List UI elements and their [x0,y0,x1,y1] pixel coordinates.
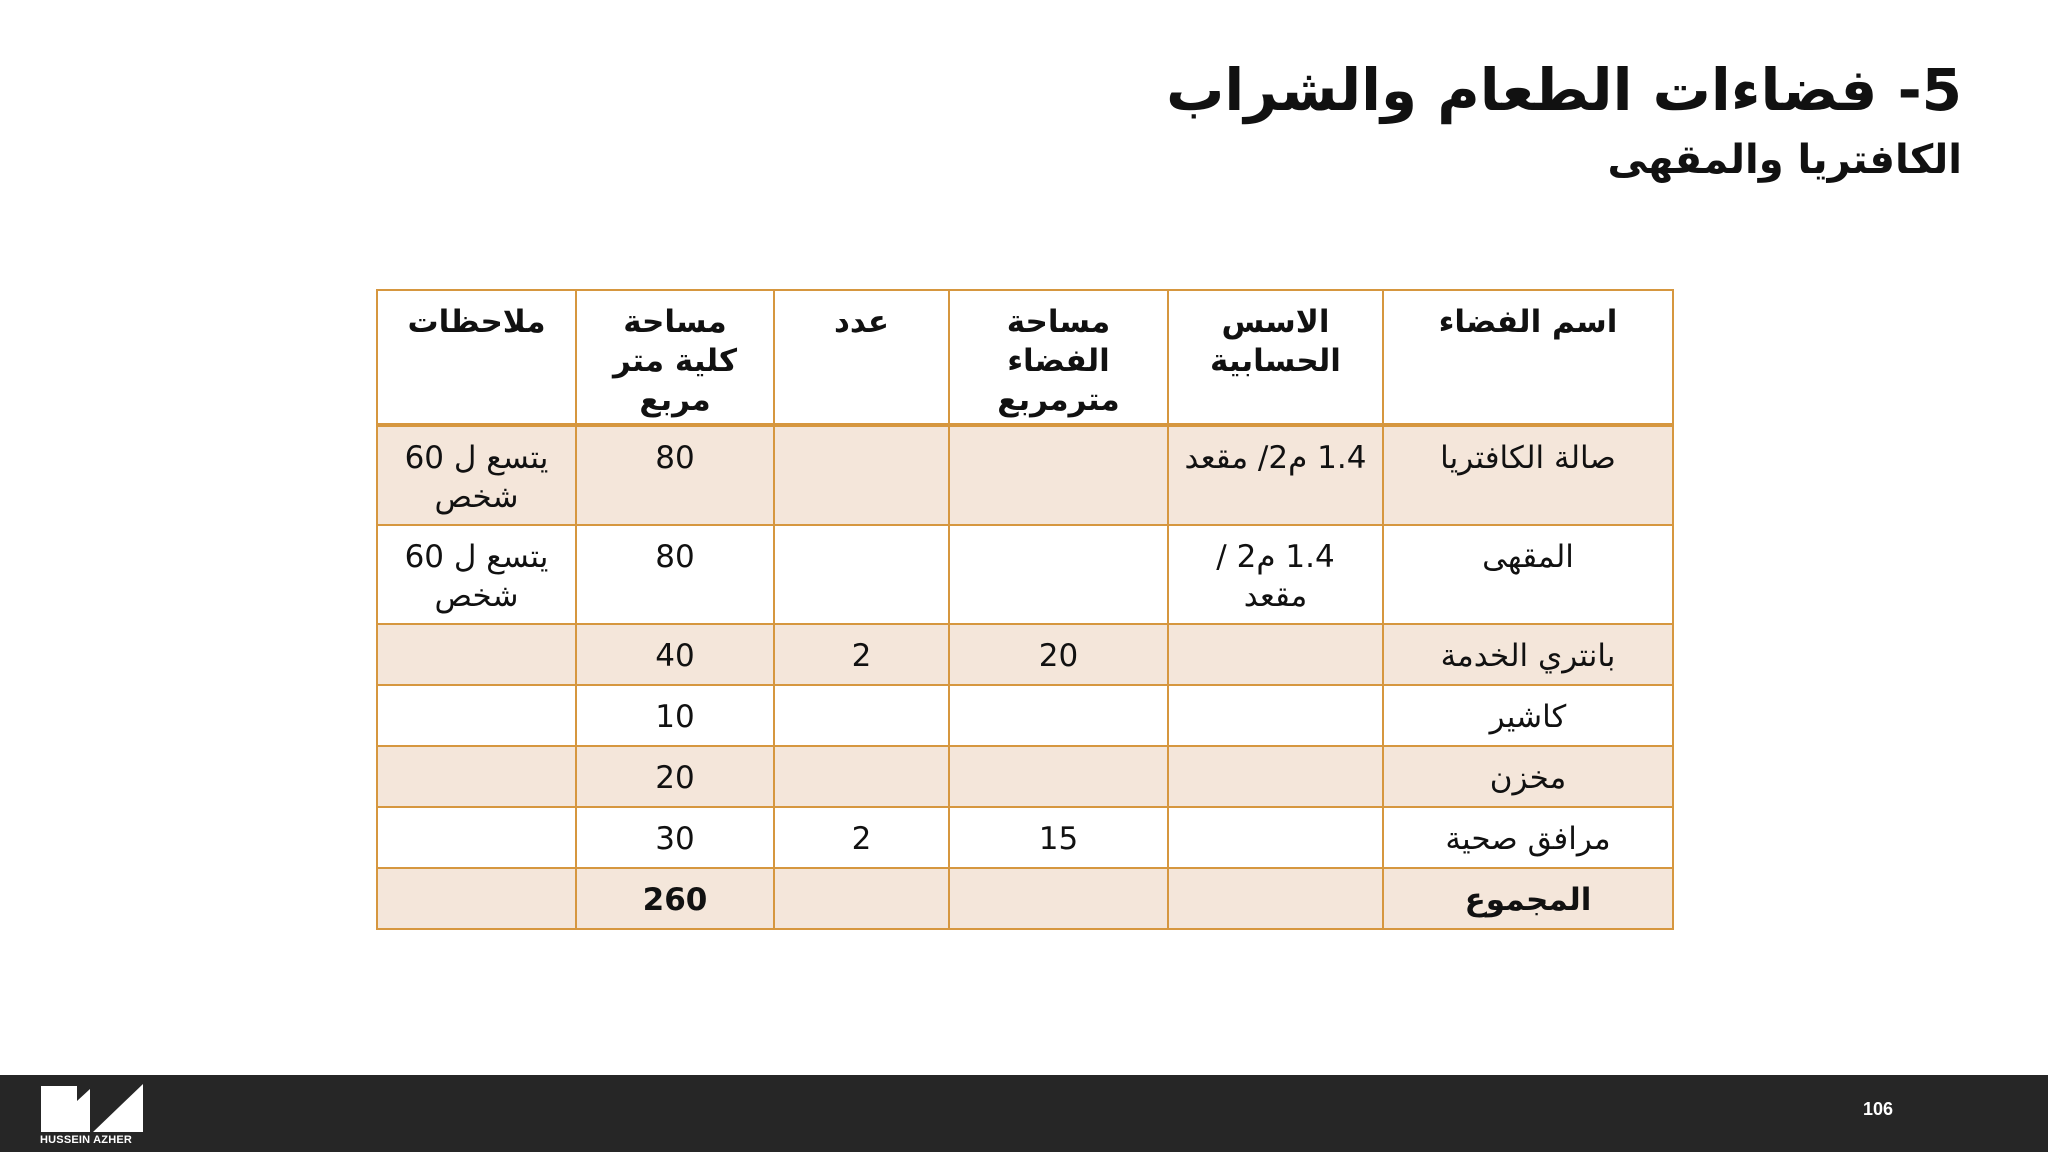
cell-notes [377,868,576,929]
table-row [377,807,1673,868]
cell-calc-basis [1168,746,1383,807]
table-row [377,746,1673,807]
slide-subtitle: الكافتريا والمقهى [1607,137,1962,183]
cell-count: 2 [774,807,949,868]
slide-title: 5- فضاءات الطعام والشراب [1166,56,1962,124]
cell-notes [377,685,576,746]
cell-space-name: المقهى [1383,525,1673,624]
cell-count [774,746,949,807]
cell-total-area: 40 [576,624,774,685]
table-row [377,685,1673,746]
cell-space-area: 15 [949,807,1168,868]
spaces-table [376,289,1674,930]
cell-notes [377,807,576,868]
cell-total-area: 30 [576,807,774,868]
table-row [377,425,1673,525]
table-row [377,624,1673,685]
header-calc-basis: الاسس الحسابية [1168,290,1383,425]
cell-space-name: المجموع [1383,868,1673,929]
cell-calc-basis: 1.4 م2/ مقعد [1168,425,1383,525]
cell-space-name: صالة الكافتريا [1383,425,1673,525]
cell-space-name: مخزن [1383,746,1673,807]
cell-notes: يتسع ل 60 شخص [377,425,576,525]
cell-count: 2 [774,624,949,685]
cell-count [774,525,949,624]
cell-calc-basis [1168,807,1383,868]
cell-space-area [949,746,1168,807]
cell-calc-basis [1168,868,1383,929]
cell-space-area [949,425,1168,525]
table-row [377,525,1673,624]
cell-space-name: مرافق صحية [1383,807,1673,868]
cell-calc-basis: 1.4 م2 / مقعد [1168,525,1383,624]
page-number: 106 [1862,1099,1894,1119]
cell-space-name: بانتري الخدمة [1383,624,1673,685]
header-notes: ملاحظات [377,290,576,425]
cell-total-area: 10 [576,685,774,746]
brand-logo-icon [40,1084,144,1132]
cell-space-area [949,525,1168,624]
cell-notes [377,746,576,807]
table-total-row [377,868,1673,929]
cell-total-area: 80 [576,525,774,624]
table-header-row [377,290,1673,425]
header-total-area: مساحة كلية متر مربع [576,290,774,425]
brand-name: HUSSEIN AZHER [40,1134,133,1146]
cell-calc-basis [1168,624,1383,685]
cell-count [774,868,949,929]
cell-total-area: 20 [576,746,774,807]
cell-total-area: 260 [576,868,774,929]
cell-space-name: كاشير [1383,685,1673,746]
cell-count [774,425,949,525]
cell-space-area: 20 [949,624,1168,685]
cell-calc-basis [1168,685,1383,746]
cell-notes: يتسع ل 60 شخص [377,525,576,624]
brand-logo [40,1084,144,1148]
cell-count [774,685,949,746]
header-space-name: اسم الفضاء [1383,290,1673,425]
cell-space-area [949,685,1168,746]
header-space-area: مساحة الفضاء مترمربع [949,290,1168,425]
header-count: عدد [774,290,949,425]
footer-bar [0,1075,2048,1152]
cell-notes [377,624,576,685]
cell-total-area: 80 [576,425,774,525]
cell-space-area [949,868,1168,929]
